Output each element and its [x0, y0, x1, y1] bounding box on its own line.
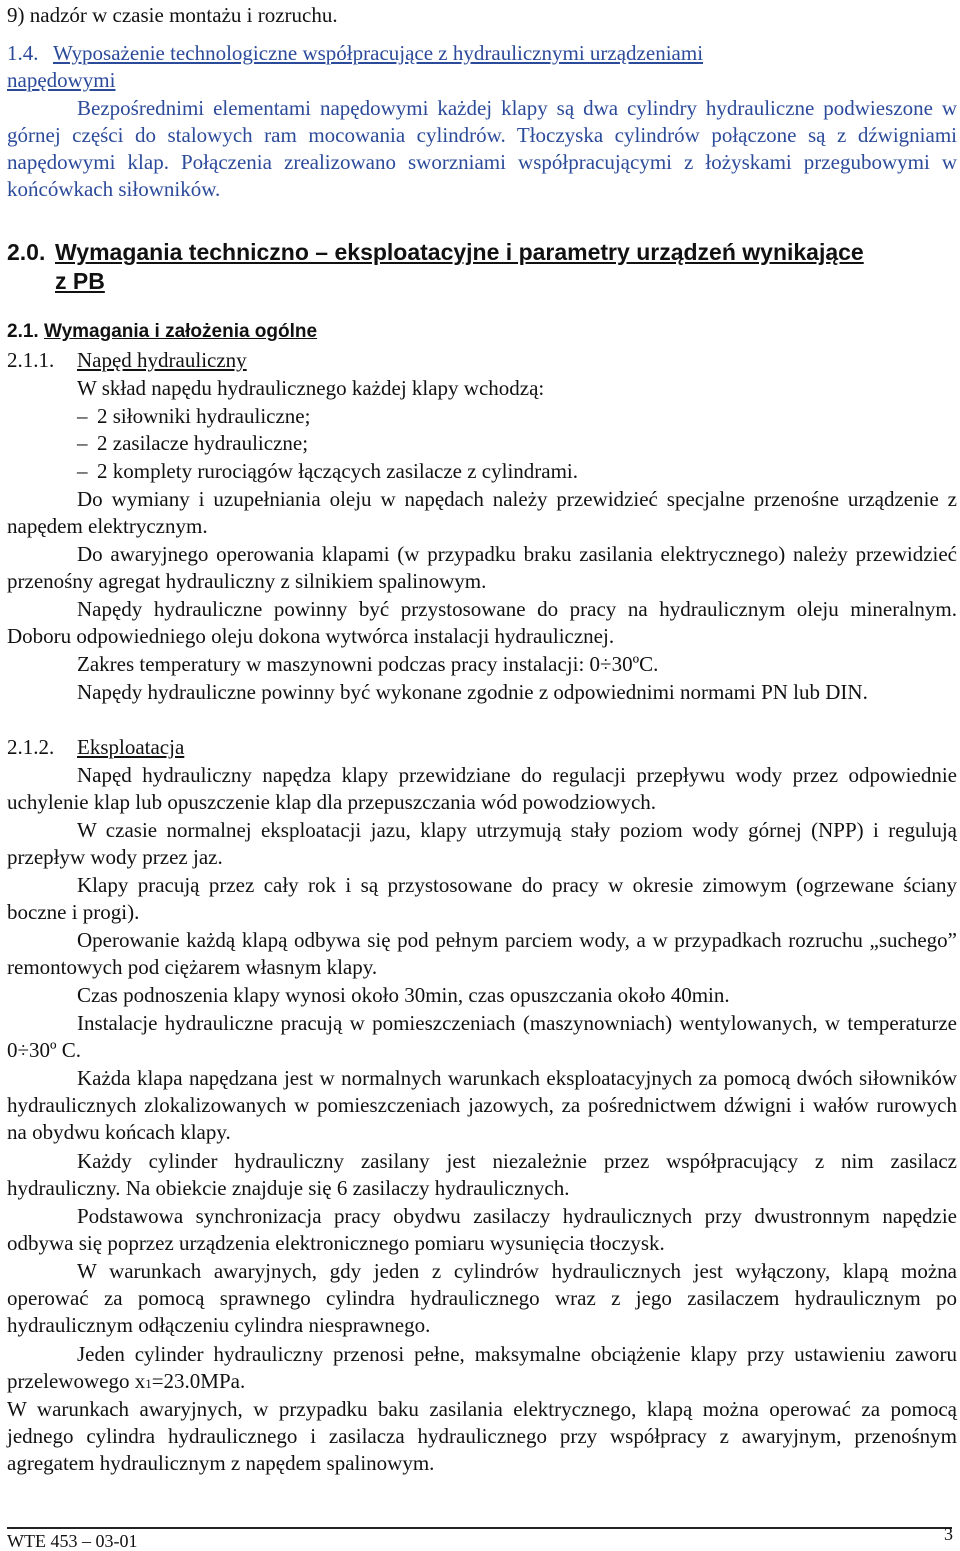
paragraph: Zakres temperatury w maszynowni podczas pracy instalacji: 0÷30ºC. — [77, 652, 659, 676]
page-number: 3 — [944, 1524, 953, 1544]
heading-2-1-2 — [7, 734, 184, 761]
heading-title-cont: napędowymi — [7, 68, 116, 92]
paragraph: W czasie normalnej eksploatacji jazu, klapy utrzymują stały poziom wody górnej (NPP) i regulują przepływ wody przez jaz. — [7, 818, 957, 869]
paragraph: Napędy hydrauliczne powinny być przystosowane do pracy na hydraulicznym oleju mineralnym. Doboru odpowiedniego oleju dokona wytwórca instalacji hydraulicznej. — [7, 597, 957, 648]
subscript: 1 — [145, 1376, 152, 1391]
list-item: – 2 zasilacze hydrauliczne; — [77, 431, 309, 455]
heading-number: 1.4. — [7, 41, 39, 65]
paragraph: Instalacje hydrauliczne pracują w pomieszczeniach (maszynowniach) wentylowanych, w temperaturze 0÷30º C. — [7, 1011, 957, 1062]
list-item: – 2 siłowniki hydrauliczne; — [77, 404, 311, 428]
heading-title: Napęd hydrauliczny — [77, 348, 247, 372]
heading-title-cont: z PB — [55, 268, 105, 294]
paragraph: Operowanie każdą klapą odbywa się pod pełnym parciem wody, a w przypadkach rozruchu „suchego” remontowych pod ciężarem własnym klapy. — [7, 928, 957, 979]
paragraph: Każdy cylinder hydrauliczny zasilany jest niezależnie przez współpracujący z nim zasilacz hydrauliczny. Na obiekcie znajduje się 6 zasilaczy hydraulicznych. — [7, 1149, 957, 1200]
paragraph: W warunkach awaryjnych, w przypadku baku zasilania elektrycznego, klapą można operować za pomocą jednego cylindra hydraulicznego i zasilacza hydraulicznego przy współpracy z awaryjnym, przenośnym agregatem hydraulicznym z napędem spalinowym. — [7, 1397, 957, 1475]
heading-2-0 — [7, 238, 952, 296]
paragraph: Do awaryjnego operowania klapami (w przypadku braku zasilania elektrycznego) należy przewidzieć przenośny agregat hydrauliczny z silnikiem spalinowym. — [7, 542, 957, 593]
paragraph: Do wymiany i uzupełniania oleju w napędach należy przewidzieć specjalne przenośne urządzenie z napędem elektrycznym. — [7, 487, 957, 538]
heading-title: Eksploatacja — [77, 735, 185, 759]
list-item: – 2 komplety rurociągów łączących zasilacze z cylindrami. — [77, 459, 579, 483]
heading-number: 2.1.1. — [7, 348, 55, 372]
dash-bullet: – — [77, 404, 88, 428]
list-item-9: 9) nadzór w czasie montażu i rozruchu. — [7, 3, 338, 27]
paragraph: Klapy pracują przez cały rok i są przystosowane do pracy w okresie zimowym (ogrzewane ściany boczne i progi). — [7, 873, 957, 924]
heading-number: 2.1. — [7, 321, 39, 342]
paragraph: Napęd hydrauliczny napędza klapy przewidziane do regulacji przepływu wody przez odpowiednie uchylenie klap lub opuszczenie klap dla przepuszczania wód powodziowych. — [7, 763, 957, 814]
paragraph: Podstawowa synchronizacja pracy obydwu zasilaczy hydraulicznych przy dwustronnym napędzie odbywa się poprzez urządzenia elektronicznego pomiaru wysunięcia tłoczysk. — [7, 1204, 957, 1255]
heading-2-1-1 — [7, 347, 247, 374]
paragraph: W warunkach awaryjnych, gdy jeden z cylindrów hydraulicznych jest wyłączony, klapą można operować za pomocą sprawnego cylindra hydraulicznego wraz z jego zasilaczem hydraulicznym po hydraulicznym odłączeniu cylindra niesprawnego. — [7, 1259, 957, 1337]
heading-title: Wyposażenie technologiczne współpracujące z hydraulicznymi urządzeniami — [53, 41, 704, 65]
dash-bullet: – — [77, 459, 88, 483]
heading-title: Wymagania techniczno – eksploatacyjne i parametry urządzeń wynikające — [55, 239, 864, 265]
paragraph: Jeden cylinder hydrauliczny przenosi pełne, maksymalne obciążenie klapy przy ustawieniu zaworu przelewowego x1=23.0MPa. — [7, 1342, 957, 1393]
dash-bullet: – — [77, 431, 88, 455]
heading-2-1 — [7, 318, 317, 345]
heading-number: 2.1.2. — [7, 735, 55, 759]
heading-number: 2.0. — [7, 239, 46, 265]
heading-title: Wymagania i założenia ogólne — [43, 321, 318, 342]
paragraph-intro: W skład napędu hydraulicznego każdej klapy wchodzą: — [77, 376, 545, 400]
footer-doc-code: WTE 453 – 03-01 — [7, 1531, 138, 1551]
paragraph: Napędy hydrauliczne powinny być wykonane zgodnie z odpowiednimi normami PN lub DIN. — [77, 680, 868, 704]
footer-divider — [7, 1527, 952, 1529]
paragraph-1-4: Bezpośrednimi elementami napędowymi każdej klapy są dwa cylindry hydrauliczne podwieszone w górnej części do stalowych ram mocowania cylindrów. Tłoczyska cylindrów połączone są z dźwigniami napędowymi klap. Połączenia zrealizowano sworzniami współpracującymi z łożyskami przegubowymi w końcówkach siłowników. — [7, 96, 957, 201]
paragraph: Każda klapa napędzana jest w normalnych warunkach eksploatacyjnych za pomocą dwóch siłowników hydraulicznych zlokalizowanych w pomieszczeniach jazowych, za pośrednictwem dźwigni i wałów rurowych na obydwu końcach klapy. — [7, 1066, 957, 1144]
heading-1-4 — [7, 40, 947, 94]
paragraph: Czas podnoszenia klapy wynosi około 30min, czas opuszczania około 40min. — [77, 983, 730, 1007]
